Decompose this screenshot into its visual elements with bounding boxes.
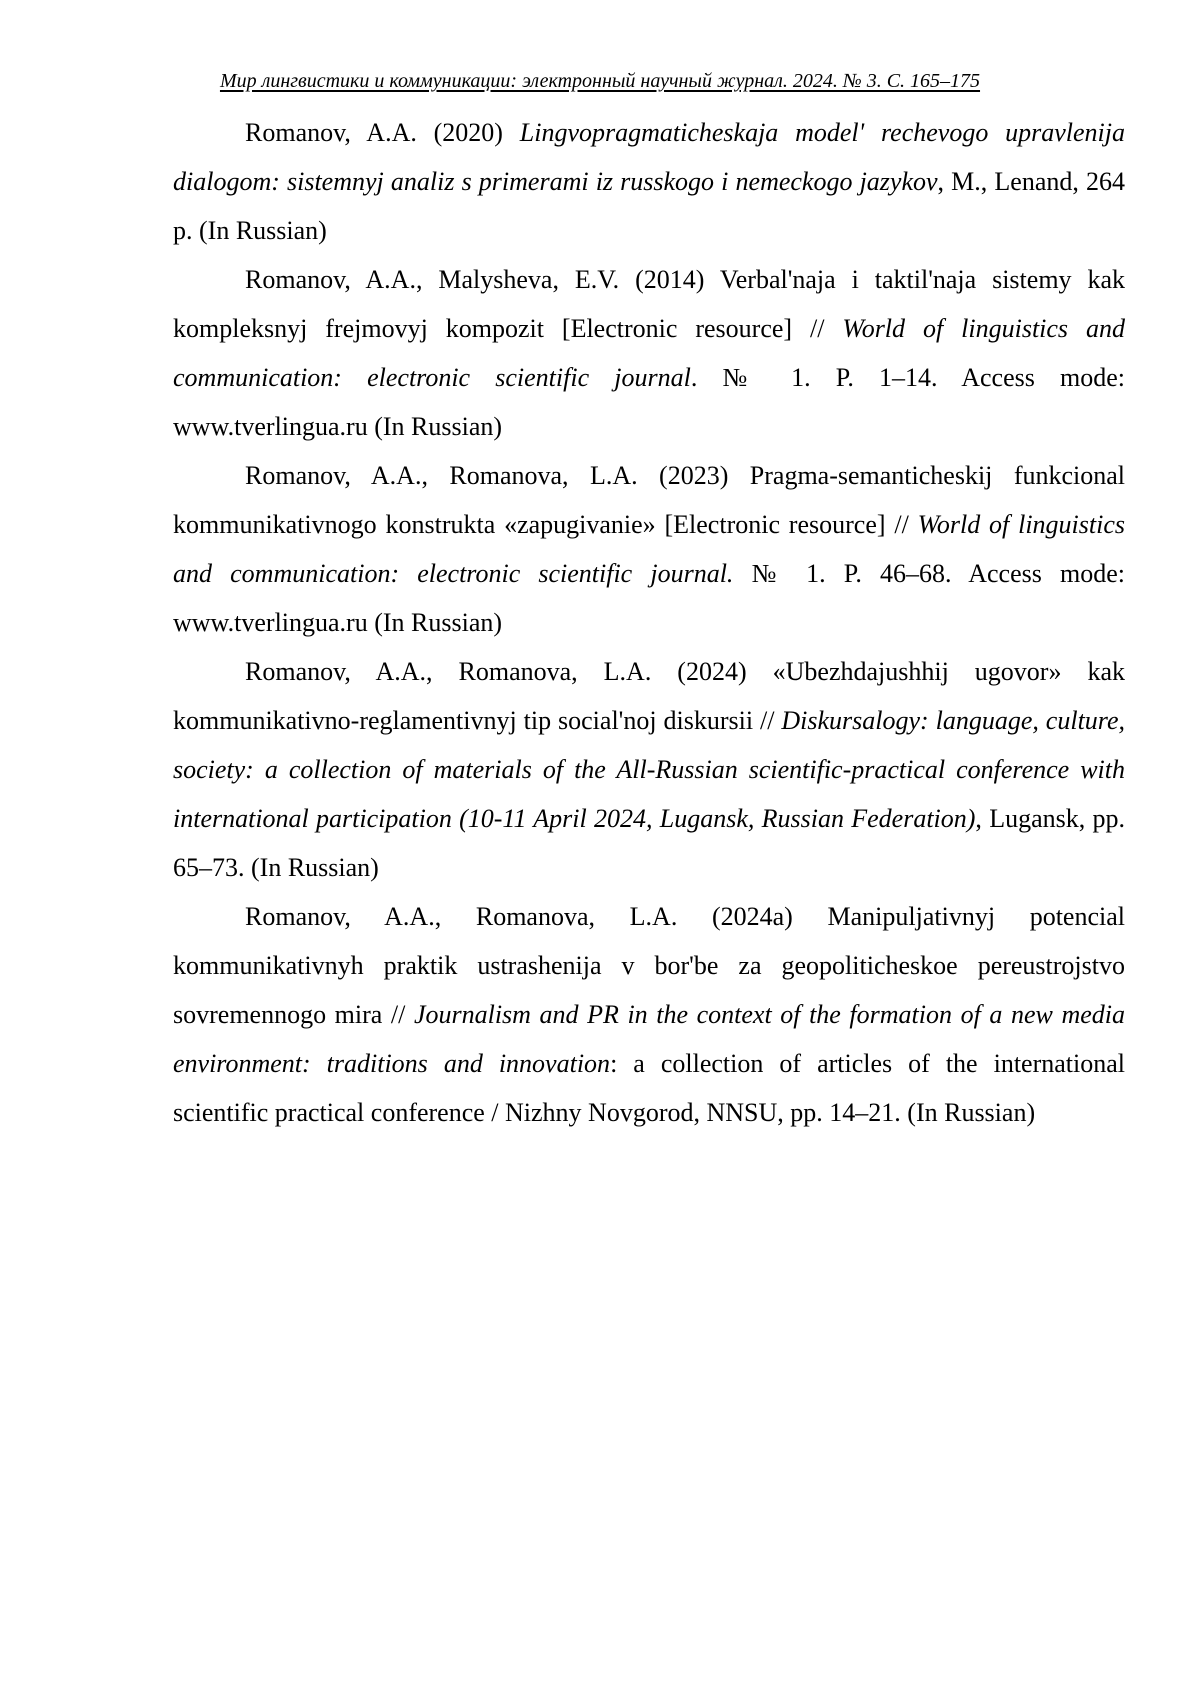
reference-text: Romanov, A.A., Romanova, L.A. (2024a) Manipuljativnyj potencial kommunikativnyh praktik ustrashenija v bor'be za geopoliticheskoe pereustrojstvo sovremennogo mira // [173,902,1125,1029]
reference-details: № 1. P. 46–68. Access mode: www.tverlingua.ru (In Russian) [173,559,1125,637]
reference-item [173,255,1125,451]
reference-source-title: Journalism and PR in the context of the formation of a new media environment: traditions and innovation [173,1000,1125,1078]
journal-running-title: Мир лингвистики и коммуникации: электронный научный журнал. 2024. № 3. С. 165–175 [220,70,980,92]
reference-source-title: World of linguistics and communication: electronic scientific journal. [173,510,1125,588]
reference-text: Romanov, A.A., Romanova, L.A. (2023) Pragma-semanticheskij funkcional kommunikativnogo konstrukta «zapugivanie» [Electronic resource] // [173,461,1125,539]
reference-list [173,108,1125,1137]
reference-source-title: Diskursalogy: language, culture, society: a collection of materials of the All-Russian scientific-practical conference with international participation (10-11 April 2024, Lugansk, Russian Federation) [173,706,1125,833]
reference-item [173,451,1125,647]
reference-source-title: World of linguistics and communication: electronic scientific journal [173,314,1125,392]
reference-text: Romanov, A.A. (2020) [245,118,520,147]
reference-details: . № 1. P. 1–14. Access mode: www.tverlingua.ru (In Russian) [173,363,1125,441]
running-header [0,70,1200,93]
reference-item [173,647,1125,892]
reference-source-title: Lingvopragmaticheskaja model' rechevogo upravlenija dialogom: sistemnyj analiz s primerami iz russkogo i nemeckogo jazykov [173,118,1125,196]
reference-item [173,892,1125,1137]
reference-details: , Lugansk, pp. 65–73. (In Russian) [173,804,1125,882]
reference-item [173,108,1125,255]
reference-text: Romanov, A.A., Romanova, L.A. (2024) «Ubezhdajushhij ugovor» kak kommunikativno-reglamentivnyj tip social'noj diskursii // [173,657,1125,735]
reference-details: , M., Lenand, 264 p. (In Russian) [173,167,1125,245]
reference-details: : a collection of articles of the international scientific practical conference / Nizhny Novgorod, NNSU, pp. 14–21. (In Russian) [173,1049,1125,1127]
reference-text: Romanov, A.A., Malysheva, E.V. (2014) Verbal'naja i taktil'naja sistemy kak kompleksnyj frejmovyj kompozit [Electronic resource] // [173,265,1125,343]
